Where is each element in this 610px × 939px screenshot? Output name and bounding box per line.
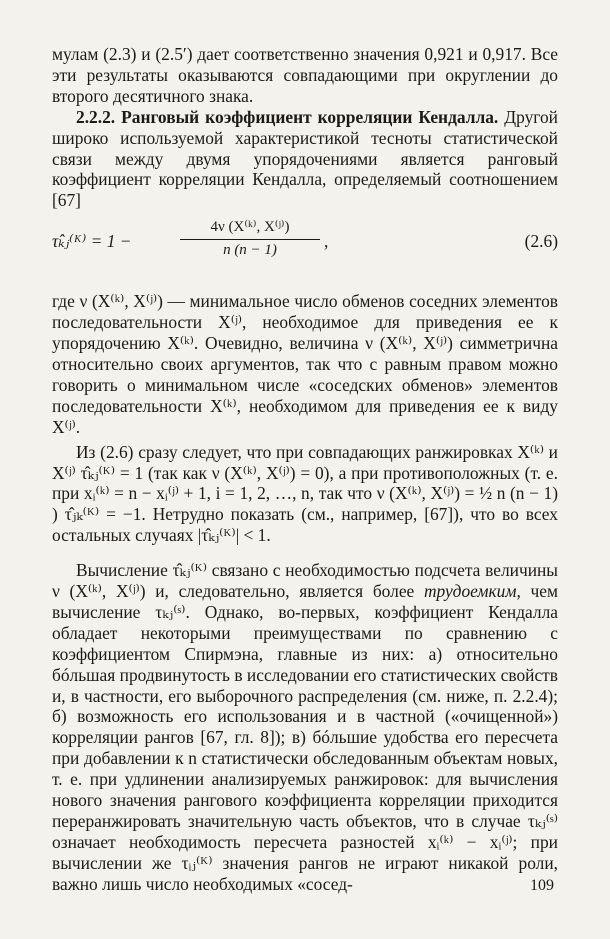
section-paragraph (52, 107, 558, 212)
section-number: 2.2.2. (76, 106, 116, 127)
formula-2-6 (52, 217, 558, 287)
advantages-text-start: Вычисление τ̂ₖⱼ⁽ᴷ⁾ связано с необходимостью подсчета величины ν (X⁽ᵏ⁾, X⁽ʲ⁾) и, следовательно, является более (52, 560, 558, 602)
page-body (52, 44, 558, 895)
paragraph-continuation: мулам (2.3) и (2.5′) дает соответственно значения 0,921 и 0,917. Все эти результаты оказываются совпадающими при округлении до второго десятичного знака. (52, 44, 558, 106)
formula-numerator: 4ν (X⁽ᵏ⁾, X⁽ʲ⁾) (180, 217, 320, 240)
paragraph-advantages (52, 560, 558, 895)
formula-comma: , (324, 231, 329, 252)
paragraph-definition: где ν (X⁽ᵏ⁾, X⁽ʲ⁾) — минимальное число обменов соседних элементов последовательности X⁽ʲ⁾, необходимое для приведения ее к упорядочению X⁽ᵏ⁾. Очевидно, величина ν (X⁽ᵏ⁾, X⁽ʲ⁾) симметрична относительно своих аргументов, так что с равным правом можно говорить о минимальном числе «соседских обменов» элементов последовательности X⁽ᵏ⁾, необходимом для приведения ее к виду X⁽ʲ⁾. (52, 291, 558, 437)
paragraph-gap (52, 546, 558, 560)
formula-fraction (180, 217, 320, 261)
formula-denominator: n (n − 1) (223, 242, 277, 259)
section-intro: Другой широко используемой характеристикой тесноты статистической связи между двумя упорядочениями является ранговый коэффициент корреляции Кендалла, определяемый соотношением [67] (52, 106, 558, 211)
equation-number: (2.6) (524, 231, 558, 252)
formula-lhs: τ̂ₖⱼ⁽ᴷ⁾ = 1 − (52, 231, 132, 252)
paragraph-bounds: Из (2.6) сразу следует, что при совпадающих ранжировках X⁽ᵏ⁾ и X⁽ʲ⁾ τ̂ₖⱼ⁽ᴷ⁾ = 1 (так как ν (X⁽ᵏ⁾, X⁽ʲ⁾) = 0), а при противоположных (т. е. при xᵢ⁽ᵏ⁾ = n − xᵢ⁽ʲ⁾ + 1, i = 1, 2, …, n, так что ν (X⁽ᵏ⁾, X⁽ʲ⁾) = ½ n (n − 1) ) τ̂ⱼₖ⁽ᴷ⁾ = −1. Нетрудно показать (см., например, [67]), что во всех остальных случаях |τ̂ₖⱼ⁽ᴷ⁾| < 1. (52, 441, 558, 546)
advantages-text-rest: чем вычисление τₖⱼ⁽ˢ⁾. Однако, во-первых, коэффициент Кендалла обладает некоторыми преимуществами по сравнению с коэффициентом Спирмэна, главные из них: а) относительно бóльшая продвинутость в исследовании его статистических свойств и, в частности, его выборочного распределения (см. ниже, п. 2.2.4); б) возможность его использования и в частной («очищенной») корреляции рангов [67, гл. 8]); в) бóльшие удобства его пересчета при добавлении к n статистически обследованным объектам новых, т. е. при удлинении анализируемых ранжировок: для вычисления нового значения рангового коэффициента корреляции приходится переранжировать значительную часть объектов, что в случае τₖⱼ⁽ˢ⁾ означает необходимость пересчета разностей xᵢ⁽ᵏ⁾ − xᵢ⁽ʲ⁾; при вычислении же τᵢⱼ⁽ᴷ⁾ значения рангов не играют никакой роли, важно лишь число необходимых «сосед- (52, 581, 558, 894)
emphasis-word: трудоемким, (423, 581, 521, 602)
page-number: 109 (530, 877, 554, 894)
section-title: Ранговый коэффициент корреляции Кендалла. (121, 106, 499, 127)
